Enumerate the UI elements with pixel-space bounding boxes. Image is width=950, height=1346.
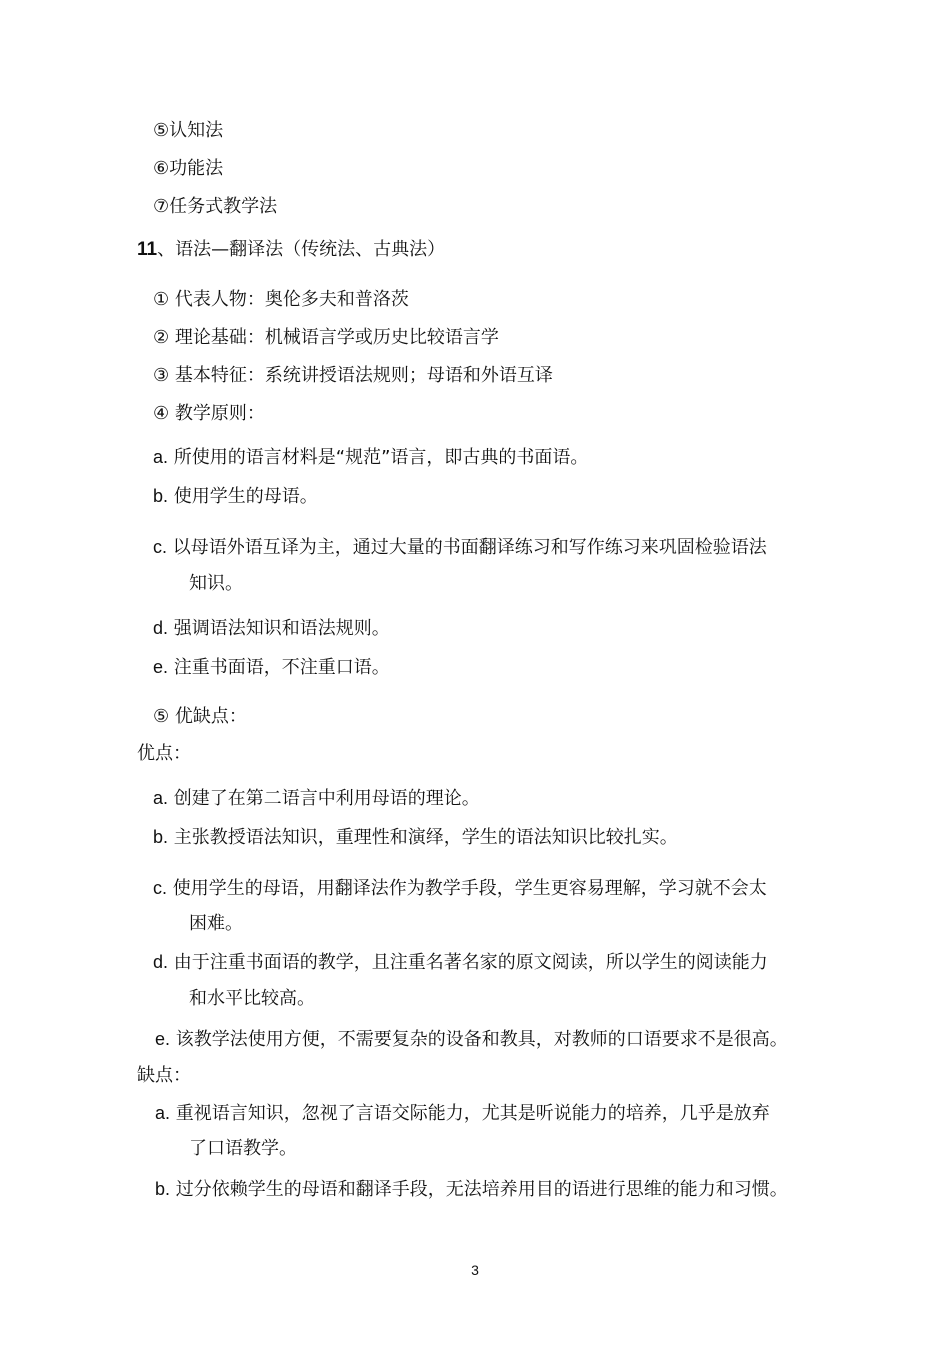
page-number: 3 xyxy=(471,1262,479,1278)
pro-item: c. 使用学生的母语，用翻译法作为教学手段，学生更容易理解，学习就不会太 xyxy=(153,878,767,899)
pros-label: 优点： xyxy=(137,743,191,764)
point-features: ③ 基本特征：系统讲授语法规则；母语和外语互译 xyxy=(153,365,553,386)
method-item-6: ⑥功能法 xyxy=(153,158,224,179)
pro-item: d. 由于注重书面语的教学，且注重名著名家的原文阅读，所以学生的阅读能力 xyxy=(153,952,768,973)
point-theory: ② 理论基础：机械语言学或历史比较语言学 xyxy=(153,327,499,348)
point-principles: ④ 教学原则： xyxy=(153,403,265,424)
pro-item: e. 该教学法使用方便，不需要复杂的设备和教具，对教师的口语要求不是很高。 xyxy=(155,1029,788,1050)
section-number: 11 xyxy=(137,239,158,260)
pro-item-continuation: 和水平比较高。 xyxy=(189,988,315,1009)
principle-item: d. 强调语法知识和语法规则。 xyxy=(153,618,390,639)
con-item: a. 重视语言知识，忽视了言语交际能力，尤其是听说能力的培养，几乎是放弃 xyxy=(155,1103,770,1124)
con-item: b. 过分依赖学生的母语和翻译手段，无法培养用目的语进行思维的能力和习惯。 xyxy=(155,1179,788,1200)
method-item-5: ⑤认知法 xyxy=(153,120,224,141)
section-title: 、语法—翻译法（传统法、古典法） xyxy=(157,239,446,260)
point-representative: ① 代表人物：奥伦多夫和普洛茨 xyxy=(153,289,409,310)
principle-item: a. 所使用的语言材料是“规范”语言，即古典的书面语。 xyxy=(153,447,589,468)
cons-label: 缺点： xyxy=(137,1065,191,1086)
pro-item: a. 创建了在第二语言中利用母语的理论。 xyxy=(153,788,480,809)
con-item-continuation: 了口语教学。 xyxy=(189,1138,297,1159)
pro-item: b. 主张教授语法知识，重理性和演绎，学生的语法知识比较扎实。 xyxy=(153,827,678,848)
pro-item-continuation: 困难。 xyxy=(189,913,243,934)
principle-item: c. 以母语外语互译为主，通过大量的书面翻译练习和写作练习来巩固检验语法 xyxy=(153,537,767,558)
principle-item: e. 注重书面语，不注重口语。 xyxy=(153,657,390,678)
principle-item-continuation: 知识。 xyxy=(189,573,243,594)
method-item-7: ⑦任务式教学法 xyxy=(153,196,278,217)
section-heading xyxy=(137,238,445,262)
pros-cons-heading: ⑤ 优缺点： xyxy=(153,706,247,727)
principle-item: b. 使用学生的母语。 xyxy=(153,486,318,507)
